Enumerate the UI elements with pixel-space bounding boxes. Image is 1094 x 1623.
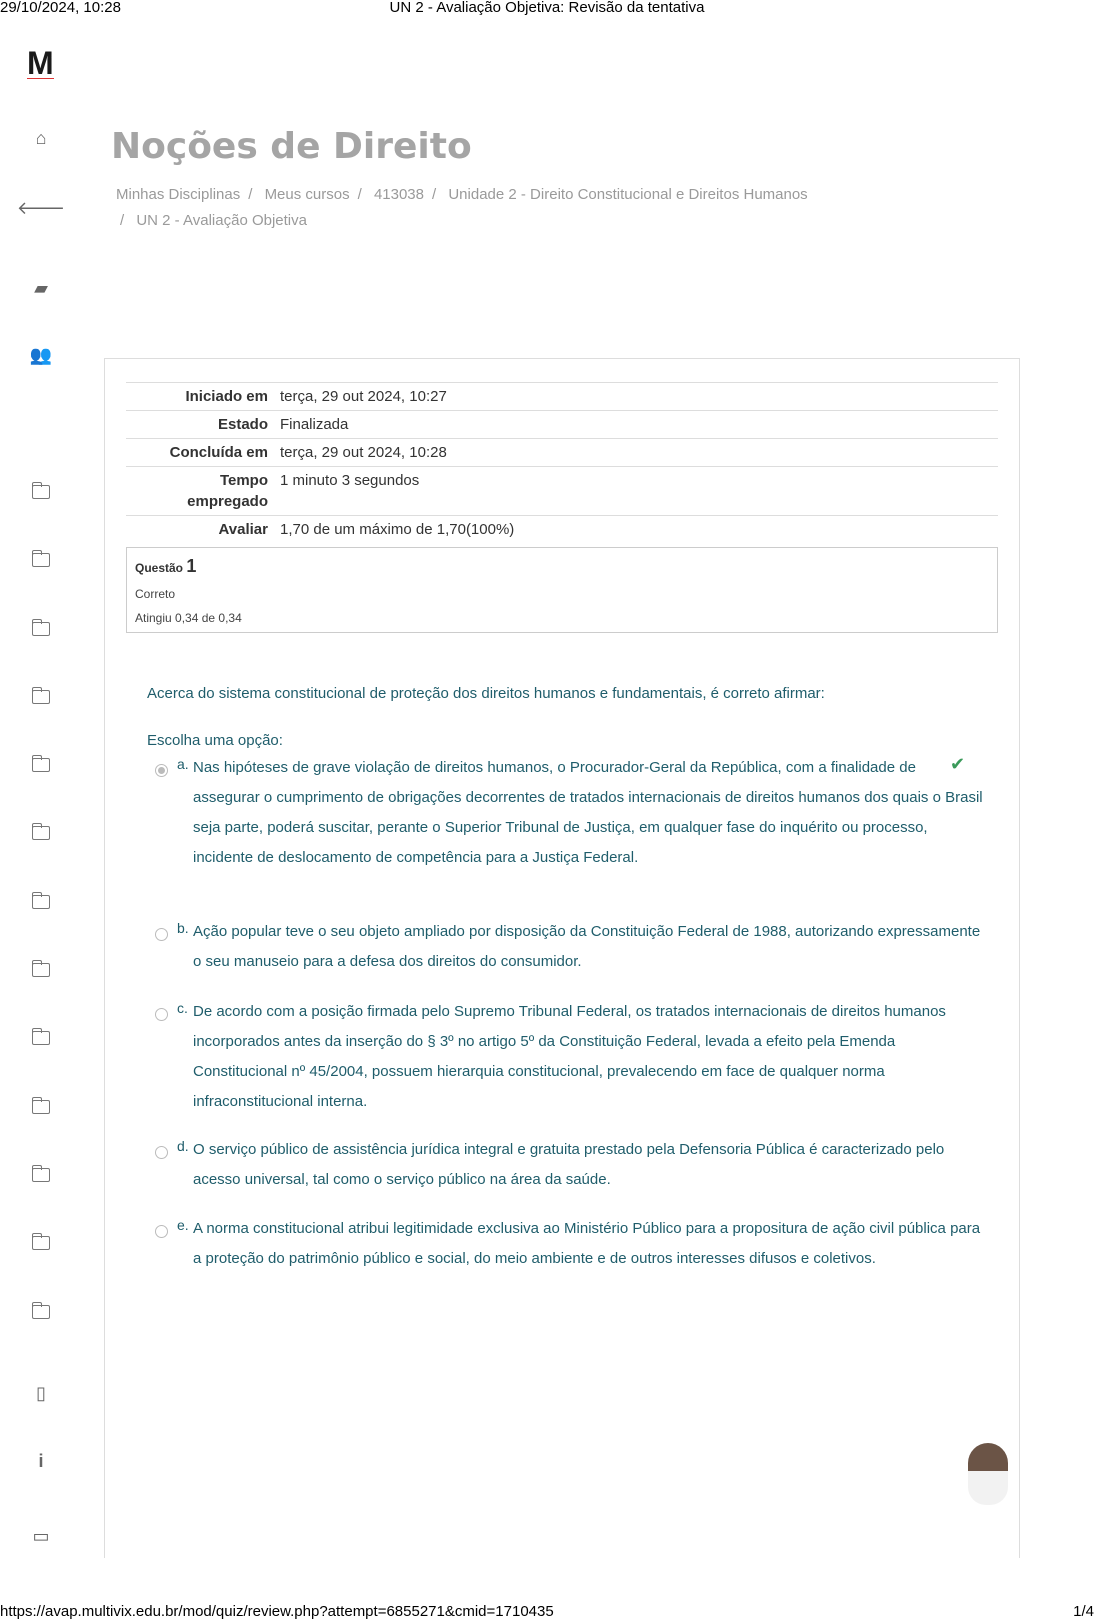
radio-button[interactable]: [155, 1225, 168, 1238]
summary-value: 1 minuto 3 segundos: [274, 467, 998, 516]
folder-icon[interactable]: [30, 686, 52, 708]
radio-button[interactable]: [155, 1146, 168, 1159]
question-prompt: Escolha uma opção:: [147, 732, 283, 749]
summary-label: Avaliar: [126, 516, 274, 544]
question-grade: Atingiu 0,34 de 0,34: [135, 611, 242, 625]
folder-icon[interactable]: [30, 1164, 52, 1186]
breadcrumb-item[interactable]: Unidade 2 - Direito Constitucional e Direitos Humanos: [448, 186, 808, 203]
page-title: Noções de Direito: [111, 126, 472, 167]
print-header: [0, 0, 1094, 16]
option-text: Nas hipóteses de grave violação de direitos humanos, o Procurador-Geral da República, com a finalidade de assegurar o cumprimento de obrigações decorrentes de tratados internacionais de direitos humanos dos quais o Brasil seja parte, poderá suscitar, perante o Superior Tribunal de Justiça, em qualquer fase do inquérito ou processo, incidente de deslocamento de competência para a Justiça Federal.: [193, 759, 983, 866]
attempt-summary-table: [126, 382, 998, 543]
question-text: Acerca do sistema constitucional de proteção dos direitos humanos e fundamentais, é correto afirmar:: [147, 685, 825, 702]
answer-option-e[interactable]: [155, 1217, 985, 1274]
table-row: [126, 516, 998, 544]
folder-icon[interactable]: [30, 891, 52, 913]
table-row: [126, 383, 998, 411]
breadcrumb-item[interactable]: Meus cursos: [264, 186, 350, 203]
option-letter: c.: [177, 1000, 188, 1016]
correct-check-icon: ✔: [950, 754, 966, 774]
print-title: UN 2 - Avaliação Objetiva: Revisão da tentativa: [389, 0, 705, 16]
book-icon[interactable]: ▰: [34, 277, 48, 298]
folder-icon[interactable]: [30, 959, 52, 981]
question-status: Correto: [135, 587, 176, 601]
arrow-left-icon[interactable]: 🡐: [16, 197, 66, 218]
summary-value: terça, 29 out 2024, 10:27: [274, 383, 998, 411]
option-letter: e.: [177, 1217, 189, 1233]
info-icon[interactable]: i: [38, 1450, 44, 1471]
folder-icon[interactable]: [30, 618, 52, 640]
breadcrumb-item[interactable]: Minhas Disciplinas: [116, 186, 241, 203]
folder-icon[interactable]: [30, 754, 52, 776]
answer-option-a[interactable]: [155, 756, 985, 873]
folder-icon[interactable]: [30, 1096, 52, 1118]
summary-label: Iniciado em: [126, 383, 274, 411]
option-text: De acordo com a posição firmada pelo Supremo Tribunal Federal, os tratados internacionais de direitos humanos incorporados antes da inserção do § 3º no artigo 5º da Constituição Federal, levada a efeito pela Emenda Constitucional nº 45/2004, possuem hierarquia constitucional, prevalecendo em face de qualquer norma infraconstitucional interna.: [193, 1003, 946, 1110]
logo[interactable]: M: [27, 45, 54, 81]
summary-value: 1,70 de um máximo de 1,70(100%): [274, 516, 998, 544]
option-text: O serviço público de assistência jurídica integral e gratuita prestado pela Defensoria Pública é caracterizado pelo acesso universal, tal como o serviço público na área da saúde.: [193, 1141, 945, 1188]
grid-icon[interactable]: ▭: [32, 1525, 50, 1546]
quiz-review-card: [104, 358, 1020, 1558]
print-page: 1/4: [1073, 1603, 1094, 1620]
answer-option-d[interactable]: [155, 1138, 985, 1195]
folder-icon[interactable]: [30, 822, 52, 844]
radio-button[interactable]: [155, 1008, 168, 1021]
summary-value: Finalizada: [274, 411, 998, 439]
folder-icon[interactable]: [30, 481, 52, 503]
option-letter: a.: [177, 756, 189, 772]
users-icon[interactable]: 👥: [29, 344, 53, 365]
summary-label: Tempo empregado: [126, 467, 274, 516]
summary-label: Estado: [126, 411, 274, 439]
table-row: [126, 411, 998, 439]
print-url: https://avap.multivix.edu.br/mod/quiz/review.php?attempt=6855271&cmid=1710435: [0, 1603, 554, 1620]
breadcrumb: Minhas Disciplinas / Meus cursos / 413038 / Unidade 2 - Direito Constitucional e Direitos Humanos / UN 2 - Avaliação Objetiva: [116, 186, 808, 229]
folder-icon[interactable]: [30, 1027, 52, 1049]
folder-icon[interactable]: [30, 549, 52, 571]
question-number-value: 1: [186, 556, 197, 576]
summary-label: Concluída em: [126, 439, 274, 467]
answer-option-b[interactable]: [155, 920, 985, 977]
home-icon[interactable]: ⌂: [35, 127, 47, 148]
folder-icon[interactable]: [30, 1301, 52, 1323]
option-text: A norma constitucional atribui legitimidade exclusiva ao Ministério Público para a propositura de ação civil pública para a proteção do patrimônio público e social, do meio ambiente e de outros interesses difusos e coletivos.: [193, 1220, 981, 1267]
option-letter: b.: [177, 920, 189, 936]
option-text: Ação popular teve o seu objeto ampliado por disposição da Constituição Federal de 1988, autorizando expressamente o seu manuseio para a defesa dos direitos do consumidor.: [193, 923, 981, 970]
mobile-icon[interactable]: ▯: [36, 1382, 46, 1403]
breadcrumb-item[interactable]: 413038: [373, 186, 424, 203]
summary-value: terça, 29 out 2024, 10:28: [274, 439, 998, 467]
question-info: [126, 547, 998, 633]
table-row: [126, 439, 998, 467]
question-number: [135, 556, 989, 577]
question-label: Questão: [135, 561, 184, 575]
radio-button[interactable]: [155, 764, 168, 777]
breadcrumb-item[interactable]: UN 2 - Avaliação Objetiva: [136, 212, 307, 229]
answer-option-c[interactable]: [155, 1000, 985, 1117]
assistant-avatar[interactable]: [968, 1443, 1008, 1505]
folder-icon[interactable]: [30, 1232, 52, 1254]
option-letter: d.: [177, 1138, 189, 1154]
radio-button[interactable]: [155, 928, 168, 941]
table-row: [126, 467, 998, 516]
print-datetime: 29/10/2024, 10:28: [0, 0, 121, 16]
